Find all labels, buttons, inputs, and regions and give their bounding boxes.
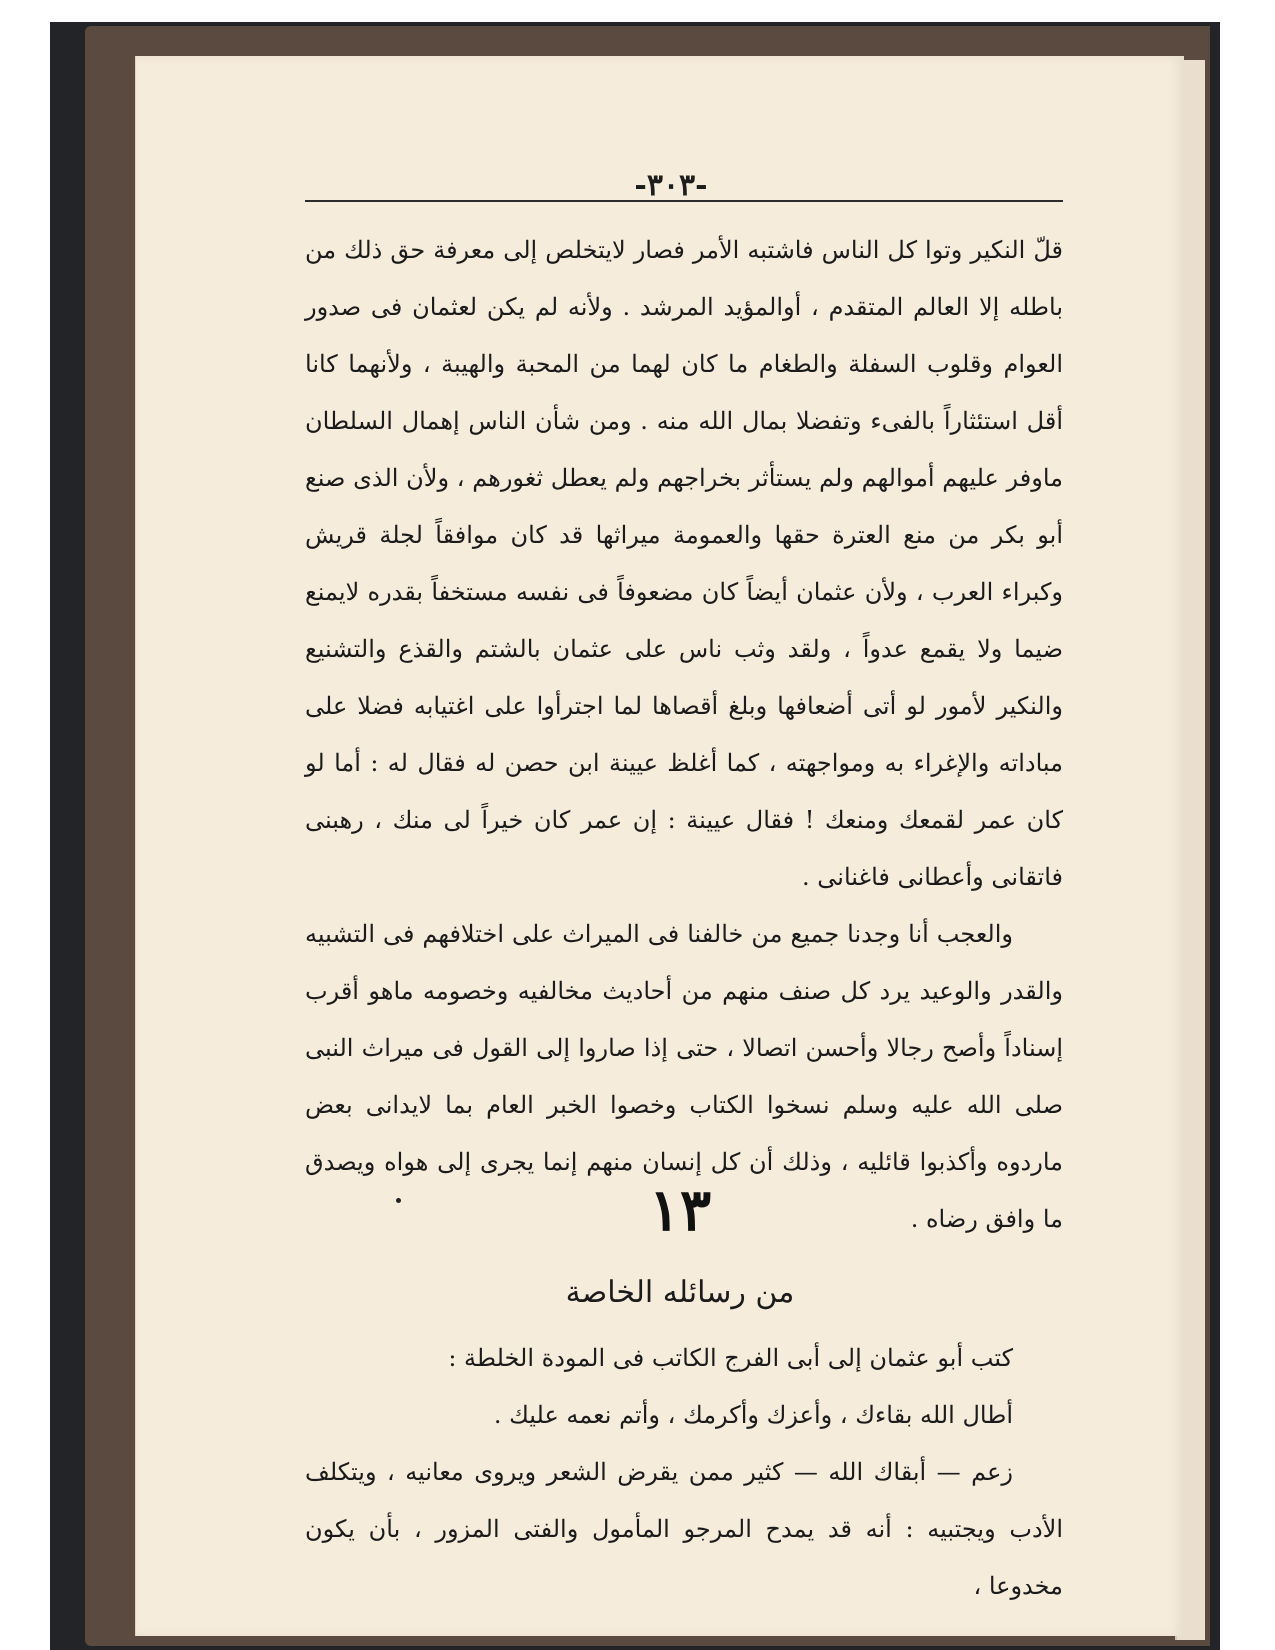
paragraph: قلّ النكير وتوا كل الناس فاشتبه الأمر فصار لايتخلص إلى معرفة حق ذلك من باطله إلا العالم المتقدم ، أوالمؤيد المرشد . ولأنه لم يكن لعثمان فى صدور العوام وقلوب السفلة والطغام ما كان لهما من المحبة والهيبة ، ولأنهما كانا أقل استئثاراً بالفىء وتفضلا بمال الله منه . ومن شأن الناس إهمال السلطان ماوفر عليهم أموالهم ولم يستأثر بخراجهم ولم يعطل ثغورهم ، ولأن الذى صنع أبو بكر من منع العترة حقها والعمومة ميراثها قد كان موافقاً لجلة قريش وكبراء العرب ، ولأن عثمان أيضاً كان مضعوفاً فى نفسه مستخفاً بقدره لايمنع ضيما ولا يقمع عدواً ، ولقد وثب ناس على عثمان بالشتم والقذع والتشنيع والنكير لأمور لو أتى أضعافها وبلغ أقصاها لما اجترأوا على اغتيابه فضلا على مباداته والإغراء به ومواجهته ، كما أغلظ عيينة ابن حصن له فقال له : أما لو كان عمر لقمعك ومنعك ! فقال عيينة : إن عمر كان خيراً لى منك ، رهبنى فاتقانى وأعطانى فاغنانى . (305, 236, 1063, 891)
page-number: -٣٠٣- (634, 168, 708, 203)
paragraph: والعجب أنا وجدنا جميع من خالفنا فى الميراث على اختلافهم فى التشبيه والقدر والوعيد يرد كل صنف منهم من أحاديث مخالفيه وخصومه ماهو أقرب إسناداً وأصح رجالا وأحسن اتصالا ، حتى إذا صاروا إلى القول فى ميراث النبى صلى الله عليه وسلم نسخوا الكتاب وخصوا الخبر العام بما لايدانى بعض ماردوه وأكذبوا قائليه ، وذلك أن كل إنسان منهم إنما يجرى إلى هواه ويصدق ما وافق رضاه . (305, 920, 1063, 1233)
header-rule (305, 200, 1063, 202)
ink-dot (396, 1198, 401, 1203)
section-title: من رسائله الخاصة (565, 1275, 795, 1310)
letter-intro: كتب أبو عثمان إلى أبى الفرج الكاتب فى المودة الخلطة : (448, 1344, 1013, 1372)
letter-body: زعم — أبقاك الله — كثير ممن يقرض الشعر ويروى معانيه ، ويتكلف الأدب ويجتبيه : أنه قد يمدح المرجو المأمول والفتى المزور ، بأن يكون مخدوعا ، (305, 1458, 1063, 1600)
letter-greeting: أطال الله بقاءك ، وأعزك وأكرمك ، وأتم نعمه عليك . (493, 1401, 1013, 1429)
section-number: ١٣ (648, 1176, 712, 1244)
main-text (305, 222, 1063, 1248)
letter-text (305, 1330, 1063, 1615)
